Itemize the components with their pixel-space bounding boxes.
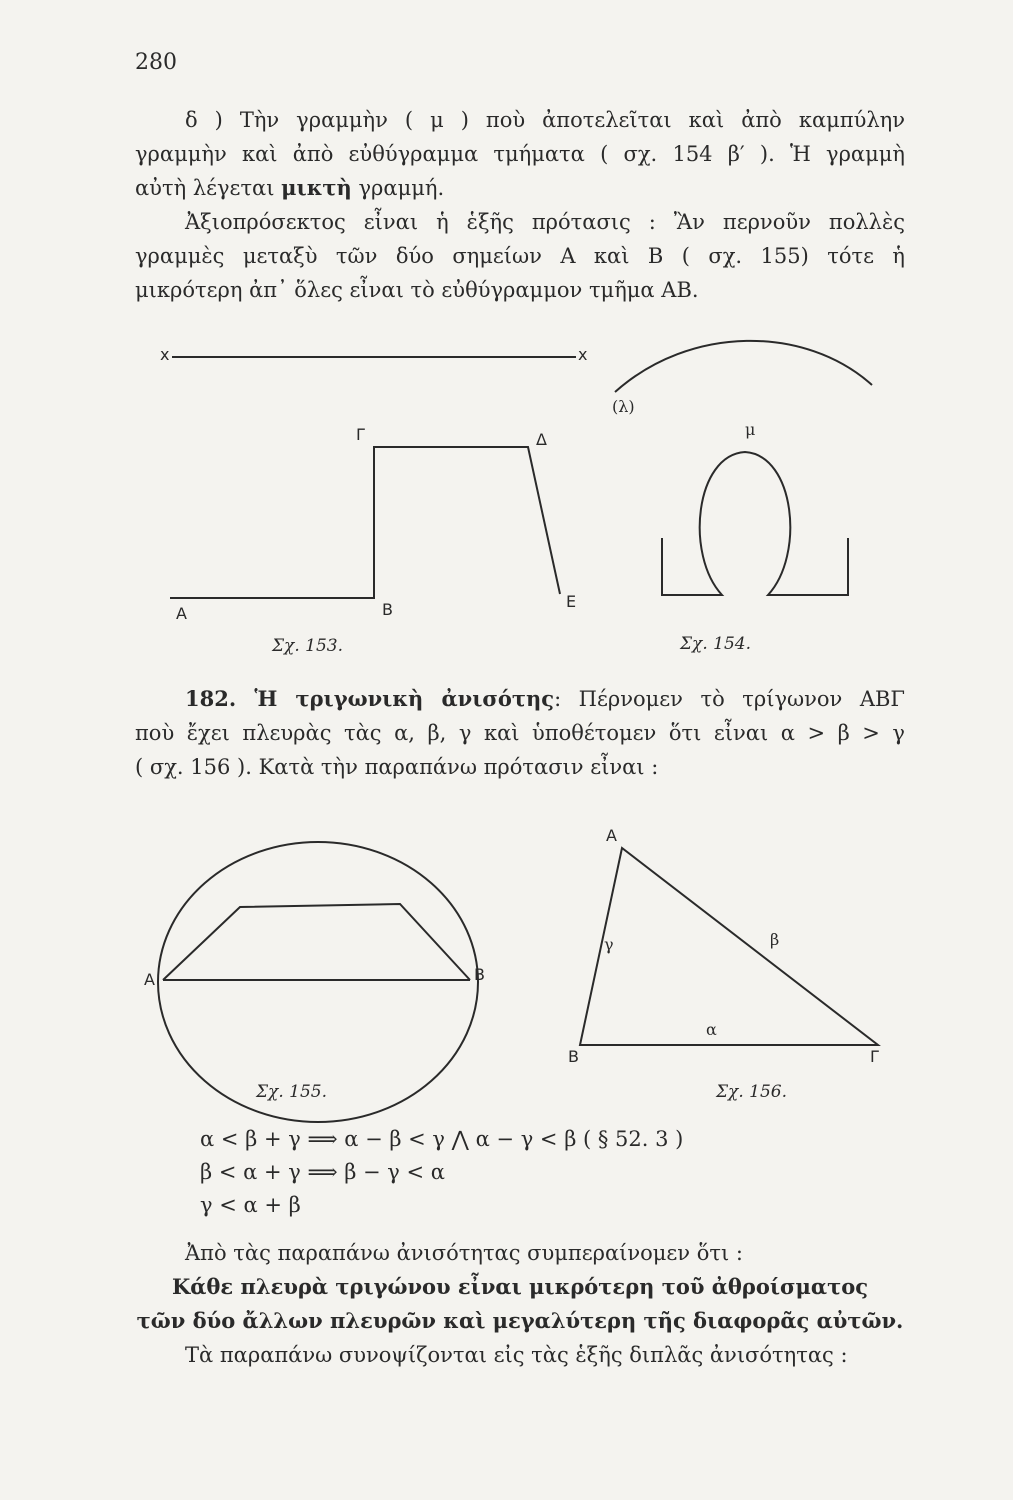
fig156-label-g: Γ (870, 1047, 879, 1066)
inequality-1: α < β + γ ⟹ α − β < γ ⋀ α − γ < β ( § 52. 3 ) (200, 1127, 684, 1151)
fig153-label-x-right: x (578, 345, 588, 364)
fig154-label-lambda: (λ) (612, 397, 635, 416)
fig154-label-mu: μ (745, 420, 756, 439)
inequality-3: γ < α + β (200, 1193, 301, 1217)
term-mixed-line: μικτὴ (281, 175, 352, 200)
fig153-label-g: Γ (356, 425, 365, 444)
fig156-triangle (580, 848, 878, 1045)
fig155-ellipse (158, 842, 478, 1122)
fig156-label-b: Β (568, 1047, 579, 1066)
theorem-line: Κάθε πλευρὰ τριγώνου εἶναι μικρότερη τοῦ ἀθροίσματος (171, 1274, 868, 1299)
fig153-label-e: Ε (566, 592, 577, 611)
text-line: δ ) Τὴν γραμμὴν ( μ ) ποὺ ἀποτελεῖται καὶ ἀπὸ καμπύλην (185, 108, 905, 132)
fig153-label-a: Α (176, 604, 187, 623)
text-line: γραμμὴν καὶ ἀπὸ εὐθύγραμμα τμήματα ( σχ. 154 β′ ). Ἡ γραμμὴ (135, 142, 905, 166)
fig156-label-alpha: α (706, 1020, 717, 1039)
fig154-mixed-line-mu (662, 452, 848, 595)
fig155-label-b: Β (474, 965, 485, 984)
text-span: αὐτὴ λέγεται (135, 176, 282, 200)
fig155-polyline (163, 904, 470, 980)
fig154-caption: Σχ. 154. (680, 634, 751, 654)
text-line: Ἀπὸ τὰς παραπάνω ἀνισότητας συμπεραίνομεν ὅτι : (185, 1241, 743, 1265)
fig155-label-a: Α (144, 970, 155, 989)
page-number: 280 (135, 50, 177, 75)
fig156-label-a: Α (606, 826, 617, 845)
fig154-curve-lambda (615, 341, 872, 392)
fig156-label-beta: β (770, 930, 780, 949)
text-line: ( σχ. 156 ). Κατὰ τὴν παραπάνω πρότασιν εἶναι : (135, 755, 659, 779)
text-line (185, 686, 905, 712)
fig153-label-b: Β (382, 600, 393, 619)
fig155-caption: Σχ. 155. (256, 1082, 327, 1102)
theorem-line: τῶν δύο ἄλλων πλευρῶν καὶ μεγαλύτερη τῆς διαφορᾶς αὐτῶν. (136, 1308, 904, 1333)
text-span: : Πέρνομεν τὸ τρίγωνον ΑΒΓ (554, 687, 905, 711)
text-line: Ἀξιοπρόσεκτος εἶναι ἡ ἑξῆς πρότασις : Ἂν περνοῦν πολλὲς (185, 210, 905, 234)
text-span: γραμμή. (351, 176, 445, 200)
fig153-polyline (170, 447, 560, 598)
fig156-label-gamma: γ (604, 935, 614, 954)
inequality-2: β < α + γ ⟹ β − γ < α (200, 1160, 445, 1184)
text-line: ποὺ ἔχει πλευρὰς τὰς α, β, γ καὶ ὑποθέτομεν ὅτι εἶναι α > β > γ (135, 721, 905, 745)
section-title: 182. Ἡ τριγωνικὴ ἀνισότης (185, 686, 555, 711)
fig153-caption: Σχ. 153. (272, 636, 343, 656)
text-line: γραμμὲς μεταξὺ τῶν δύο σημείων Α καὶ Β ( σχ. 155) τότε ἡ (135, 244, 905, 268)
fig156-caption: Σχ. 156. (716, 1082, 787, 1102)
text-line: μικρότερη ἀπ᾽ ὅλες εἶναι τὸ εὐθύγραμμον τμῆμα ΑΒ. (135, 278, 699, 302)
fig153-label-x-left: x (160, 345, 170, 364)
text-line: Τὰ παραπάνω συνοψίζονται εἰς τὰς ἑξῆς διπλᾶς ἀνισότητας : (185, 1343, 848, 1367)
fig153-label-d: Δ (536, 430, 547, 449)
